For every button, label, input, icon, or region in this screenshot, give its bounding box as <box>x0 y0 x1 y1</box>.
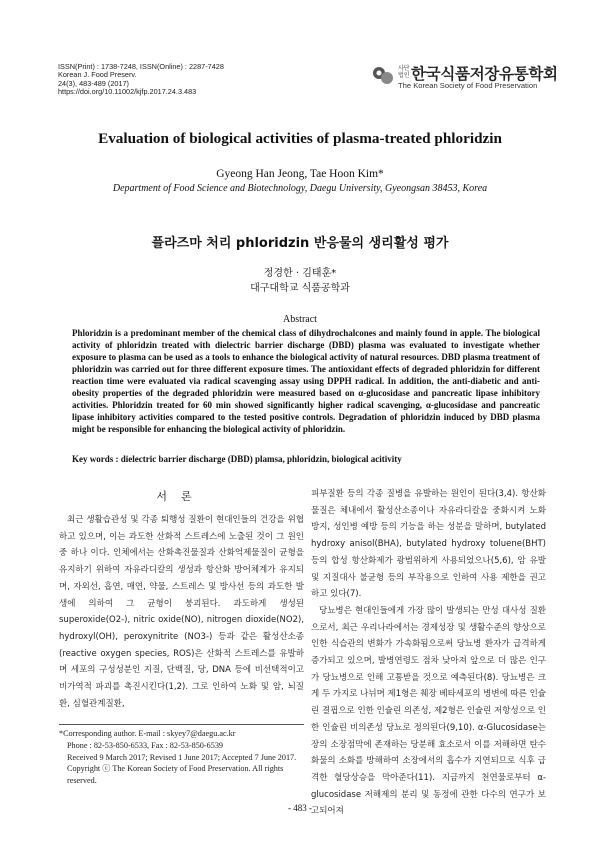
footnote <box>59 728 304 787</box>
footnote-divider <box>59 724 304 725</box>
intro-column-left <box>59 512 304 712</box>
korean-title: 플라즈마 처리 phloridzin 반응물의 생리활성 평가 <box>151 236 449 251</box>
intro-paragraph-3: 당뇨병은 현대인들에게 가장 많이 발생되는 만성 대사성 질환으로서, 최근 우리나라에서는 경제성장 및 생활수준의 향상으로 인한 식습관의 변화가 가속화됨으로써 당뇨병 환자가 급격하게 증가되고 있으며, 발병연령도 점차 낮아져 앞으로 더 많은 인구가 당뇨병으로 인해 고통받을 것으로 예측된다(8). 당뇨병은 크게 두 가지로 나뉘며 제1형은 췌장 베타세포의 병변에 따른 인슐린 결핍으로 인한 인슐린 의존성, 제2형은 인슐린 저항성으로 인한 인슐린 비의존성 당뇨로 정의된다(9,10). α-Glucosidase는 장의 소장점막에 존재하는 당분해 효소로서 이를 저해하면 탄수화물의 소화를 방해하여 소장에서의 흡수가 지연되므로 식후 급격한 혈당상승을 막아준다(11). 지금까지 천연물로부터 α-glucosidase 저해제의 분리 및 동정에 관한 다수의 연구가 보고되어져 <box>311 605 547 817</box>
paper-title: Evaluation of biological activities of plasma-treated phloridzin <box>98 130 502 147</box>
authors: Gyeong Han Jeong, Tae Hoon Kim* <box>216 168 384 180</box>
intro-paragraph-2: 피부질환 등의 각종 질병을 유발하는 원인이 된다(3,4). 항산화물질은 체내에서 활성산소종이나 자유라디칼을 중화시켜 노화방지, 성인병 예방 등의 기능을 하는 성분을 말하며, butylated hydroxy anisol(BHA), butylated hydroxy toluene(BHT) 등의 합성 항산화제가 광범위하게 사용되었으나(5,6), 암 유발 및 지질대사 불균형 등의 부작용으로 인하여 사용 제한을 권고하고 있다(7). <box>311 489 546 600</box>
affiliation: Department of Food Science and Biotechnology, Daegu University, Gyeongsan 38453, Korea <box>112 183 488 194</box>
page-number: - 483 - <box>288 803 312 813</box>
keywords: Key words : dielectric barrier discharge (DBD) plamsa, phloridzin, biological acitivity <box>72 454 402 464</box>
intro-heading: 서론 <box>156 490 206 503</box>
journal-name: Korean J. Food Preserv. <box>58 70 137 80</box>
korean-affiliation: 대구대학교 식품공학과 <box>250 283 350 294</box>
copyright-note: Copyright ⓒ The Korean Society of Food Preservation. All rights reserved. <box>67 764 284 786</box>
corresponding-author: *Corresponding author. E-mail : skyey7@daegu.ac.kr <box>59 729 236 738</box>
society-name-en: The Korean Society of Food Preservation <box>398 81 538 90</box>
society-logo <box>370 60 560 96</box>
contact-phone: Phone : 82-53-850-6533, Fax : 82-53-850-6539 <box>67 740 224 750</box>
society-emblem-icon <box>370 64 396 88</box>
society-name-ko: 한국식품저장유통학회 <box>411 65 558 83</box>
doi-link[interactable]: https://doi.org/10.11002/kjfp.2017.24.3.483 <box>58 87 197 97</box>
korean-authors: 정경한 · 김태훈* <box>263 268 337 279</box>
abstract-heading: Abstract <box>283 314 317 325</box>
intro-paragraph-1: 최근 생활습관성 및 각종 퇴행성 질환이 현대인들의 건강을 위협하고 있으며, 이는 과도한 산화적 스트레스에 노출된 것이 그 원인 중 하나 이다. 인체에서는 산화촉진물질과 산화억제물질이 균형을 유지하기 위하여 자유라디칼의 생성과 항산화 방어체계가 유지되며, 자외선, 흡연, 매연, 약물, 스트레스 및 방사선 등의 과도한 발생에 의하여 그 균형이 붕괴된다. 과도하게 생성된 superoxide(O2-), nitric oxide(NO), nitrogen dioxide(NO2), hydroxyl(OH), peroxynitrite (NO3-) 등과 같은 활성산소종(reactive oxygen species, ROS)은 산화적 스트레스를 유발하며 세포의 구성성분인 지질, 단백질, 당, DNA 등에 비선택적이고 비가역적 파괴를 촉진시킨다(1,2). 그로 인하여 노화 및 암, 뇌질환, 심혈관계질환, <box>59 515 304 709</box>
abstract-text: Phloridzin is a predominant member of the chemical class of dihydrochalcones and mainly found in apple. The biological activity of phloridzin treated with dielectric barrier discharge (DBD) plasma was evaluated to investigate whether exposure to plasma can be used as a tools to enhance the biological activity of natural resources. DBD plasma treatment of phloridzin was carried out for three different exposure times. The antioxidant effects of degraded phloridzin for different reaction time were evaluated via radical scavenging assay using DPPH radical. In addition, the anti-diabetic and anti-obesity properties of the degraded phloridzin were measured based on α-glucosidase and pancreatic lipase inhibitory activities. Phloridzin treated for 60 min showed significantly higher radical scavenging, α-glucosidase and pancreatic lipase inhibitory activities compared to the tested positive controls. Degradation of phloridzin induced by DBD plasma might be responsible for enhancing the biological activity of phloridzin. <box>72 328 540 434</box>
issn-line: ISSN(Print) : 1738-7248, ISSN(Online) : 2287-7428 <box>58 62 224 71</box>
volume-line: 24(3), 483-489 (2017) <box>58 78 129 88</box>
intro-column-right <box>311 486 546 820</box>
article-dates: Received 9 March 2017; Revised 1 June 2017; Accepted 7 June 2017. <box>67 752 297 762</box>
society-sub-text: 사단 법인 <box>398 66 410 79</box>
journal-meta <box>58 63 224 97</box>
